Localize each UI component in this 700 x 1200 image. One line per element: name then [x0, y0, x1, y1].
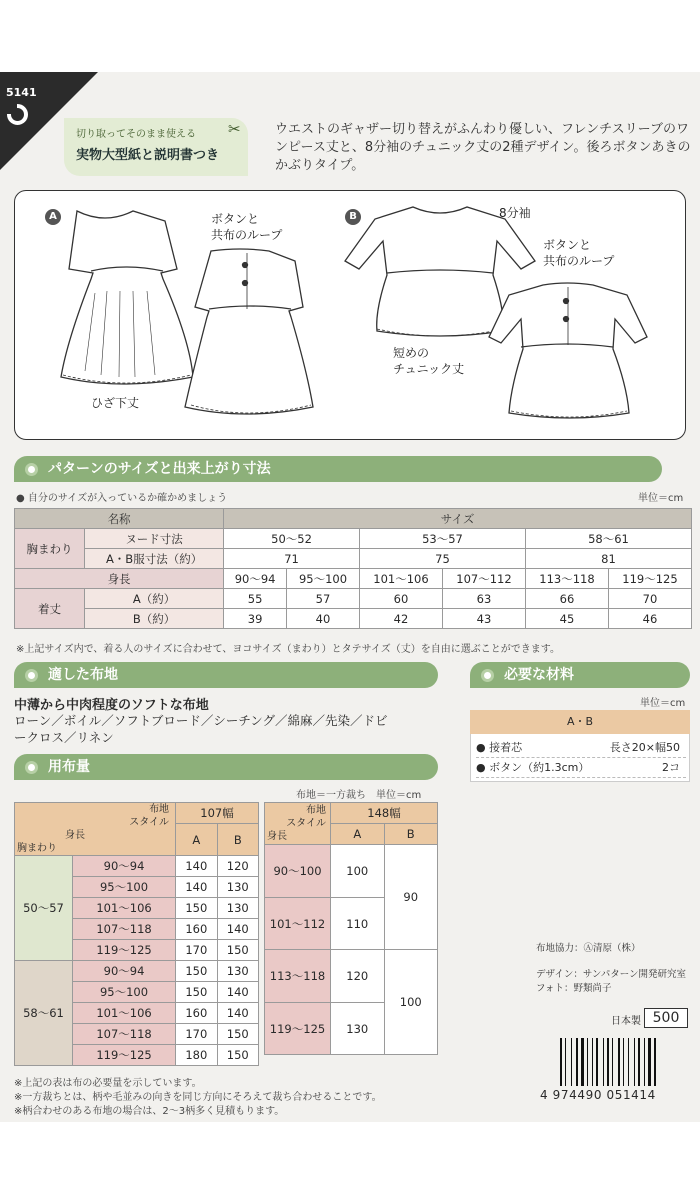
h-height: 身長	[65, 830, 85, 841]
len-b-value: 39	[224, 609, 287, 629]
barcode-bar	[603, 1038, 604, 1086]
yd-b: 130	[217, 961, 258, 982]
barcode-number: 4 974490 051414	[540, 1088, 656, 1102]
height-value: 107〜112	[442, 569, 525, 589]
design-credit: デザイン：サンパターン開発研究室	[536, 969, 687, 980]
barcode-bar	[638, 1038, 640, 1086]
yd-height: 107〜118	[73, 919, 176, 940]
yd-a: 170	[176, 940, 217, 961]
len-b-value: 40	[287, 609, 360, 629]
b-sleeve-callout: 8分袖	[499, 206, 531, 220]
height-value: 113〜118	[525, 569, 608, 589]
nude-value: 53〜57	[359, 529, 525, 549]
yd-b: 130	[217, 898, 258, 919]
h-style: スタイル	[129, 817, 170, 828]
fabric-list: ローン／ボイル／ソフトブロード／シーチング／綿麻／先染／ドビークロス／リネン	[14, 713, 388, 745]
a-button-loop-callout: ボタンと 共布のループ	[211, 212, 283, 242]
yd-a: 100	[331, 845, 385, 898]
material-amount: 2コ	[662, 761, 680, 774]
illustration-panel	[14, 190, 686, 440]
barcode	[560, 1038, 688, 1086]
section-fabric-title: 適した布地	[48, 667, 118, 683]
barcode-bar	[612, 1038, 613, 1086]
barcode-bar	[592, 1038, 593, 1086]
barcode-bar	[623, 1038, 624, 1086]
yd-a: 170	[176, 1024, 217, 1045]
finished-value: 71	[224, 549, 360, 569]
len-a-value: 55	[224, 589, 287, 609]
yd-b: 120	[217, 856, 258, 877]
yd-a: 150	[176, 961, 217, 982]
size-subnote-text: 自分のサイズが入っているか確かめましょう	[27, 493, 228, 504]
yd-a: 160	[176, 919, 217, 940]
ring-logo-icon	[7, 104, 28, 125]
finished-value: 81	[525, 549, 691, 569]
barcode-bar	[618, 1038, 620, 1086]
h-size: サイズ	[224, 509, 692, 529]
len-b-value: 42	[359, 609, 442, 629]
yd-height: 90〜94	[73, 961, 176, 982]
section-yardage-header	[14, 754, 438, 780]
description: ウエストのギャザー切り替えがふんわり優しい、フレンチスリーブのワンピース丈と、8分袖のチュニック丈の2種デザイン。後ろボタンあきのかぶりタイプ。	[275, 122, 691, 173]
barcode-bar	[644, 1038, 645, 1086]
yd-a: 120	[331, 950, 385, 1003]
yd-b: 140	[217, 982, 258, 1003]
photo-credit: フォト：野類尚子	[536, 983, 612, 994]
material-name: ボタン（約1.3cm）	[489, 761, 590, 774]
materials-col-header: A・B	[470, 710, 690, 734]
height-label: 身長	[15, 569, 224, 589]
materials-unit: 単位＝cm	[640, 698, 686, 709]
len-a-value: 63	[442, 589, 525, 609]
section-materials-title: 必要な材料	[504, 667, 574, 683]
yardage-note: 布地＝一方裁ち 単位＝cm	[296, 790, 422, 801]
chest-group: 50〜57	[15, 856, 73, 961]
b-button-loop-callout: ボタンと 共布のループ	[543, 238, 615, 268]
barcode-bar	[607, 1038, 609, 1086]
barcode-bar	[628, 1038, 629, 1086]
finished-label: A・B服寸法（約）	[85, 549, 224, 569]
pattern-code: 5141	[6, 86, 37, 99]
yd-a: 140	[176, 877, 217, 898]
len-a-value: 70	[608, 589, 691, 609]
len-a-value: 66	[525, 589, 608, 609]
barcode-bar	[560, 1038, 562, 1086]
yd-b: 140	[217, 919, 258, 940]
yd-b: 100	[384, 950, 438, 1055]
fabric-heading: 中薄から中肉程度のソフトな布地	[14, 698, 209, 713]
size-table	[14, 508, 692, 629]
barcode-bar	[648, 1038, 651, 1086]
width-107: 107幅	[176, 803, 259, 824]
yd-height: 101〜106	[73, 898, 176, 919]
nude-value: 50〜52	[224, 529, 360, 549]
yd-a: 150	[176, 982, 217, 1003]
nude-label: ヌード寸法	[85, 529, 224, 549]
barcode-bar	[571, 1038, 572, 1086]
h-fabric: 布地	[149, 804, 170, 815]
scissors-icon: ✂	[228, 120, 241, 138]
len-b-value: 45	[525, 609, 608, 629]
yd-a: 150	[176, 898, 217, 919]
b-length-callout: 短めの チュニック丈	[393, 346, 465, 376]
size-footnote: ※上記サイズ内で、着る人のサイズに合わせて、ヨコサイズ（まわり）とタテサイズ（丈）を自由に選ぶことができます。	[16, 644, 560, 655]
barcode-bar	[565, 1038, 566, 1086]
yd-a: 140	[176, 856, 217, 877]
yd-a: 180	[176, 1045, 217, 1066]
section-size-header	[14, 456, 662, 482]
yd-height: 101〜106	[73, 1003, 176, 1024]
yd-height: 101〜112	[265, 898, 331, 950]
yd-b: 150	[217, 940, 258, 961]
len-a-label: A（約）	[85, 589, 224, 609]
yd-height: 119〜125	[73, 940, 176, 961]
yd-height: 107〜118	[73, 1024, 176, 1045]
material-row: ● 接着芯 長さ20×幅50	[476, 738, 686, 758]
barcode-bar	[654, 1038, 656, 1086]
col-a: A	[176, 824, 217, 856]
h-height: 身長	[267, 831, 287, 842]
yd-height: 119〜125	[73, 1045, 176, 1066]
section-size-title: パターンのサイズと出来上がり寸法	[48, 461, 271, 477]
yd-height: 90〜94	[73, 856, 176, 877]
h-fabric: 布地	[306, 805, 326, 816]
barcode-bar	[587, 1038, 588, 1086]
yd-height: 119〜125	[265, 1003, 331, 1055]
yd-b: 150	[217, 1045, 258, 1066]
width-148: 148幅	[331, 803, 438, 824]
corner-header	[15, 803, 176, 856]
yardage-footnote: ※上記の表は布の必要量を示しています。	[14, 1078, 202, 1089]
len-a-value: 60	[359, 589, 442, 609]
promo-tag-line2: 実物大型紙と説明書つき	[76, 148, 220, 163]
height-value: 119〜125	[608, 569, 691, 589]
yd-height: 113〜118	[265, 950, 331, 1003]
yd-b: 90	[384, 845, 438, 950]
length-label: 着丈	[15, 589, 85, 629]
h-style: スタイル	[286, 818, 326, 829]
yd-b: 150	[217, 1024, 258, 1045]
len-b-label: B（約）	[85, 609, 224, 629]
material-name: 接着芯	[489, 741, 523, 754]
yd-a: 130	[331, 1003, 385, 1055]
barcode-bar	[581, 1038, 584, 1086]
dress-a-front	[61, 211, 193, 384]
corner-header	[265, 803, 331, 845]
col-b: B	[384, 824, 438, 845]
style-b-mark: B	[345, 209, 361, 225]
section-materials-header	[470, 662, 690, 688]
height-value: 95〜100	[287, 569, 360, 589]
len-b-value: 43	[442, 609, 525, 629]
yd-a: 160	[176, 1003, 217, 1024]
len-b-value: 46	[608, 609, 691, 629]
made-in: 日本製	[611, 1016, 641, 1027]
yardage-table-148	[264, 802, 438, 1055]
yardage-footnote: ※一方裁ちとは、柄や毛並みの向きを同じ方向にそろえて裁ち合わせることです。	[14, 1092, 382, 1103]
material-row: ● ボタン（約1.3cm） 2コ	[476, 758, 686, 778]
material-amount: 長さ20×幅50	[609, 741, 680, 754]
a-length-callout: ひざ下丈	[91, 396, 140, 410]
yardage-footnote: ※柄合わせのある布地の場合は、2〜3柄多く見積もります。	[14, 1106, 285, 1117]
chest-group: 58〜61	[15, 961, 73, 1066]
nude-value: 58〜61	[525, 529, 691, 549]
height-value: 101〜106	[359, 569, 442, 589]
len-a-value: 57	[287, 589, 360, 609]
dress-b-back	[489, 283, 647, 418]
price: 500	[644, 1008, 688, 1028]
yardage-table-107	[14, 802, 259, 1066]
size-unit: 単位＝cm	[638, 493, 684, 504]
barcode-bar	[634, 1038, 635, 1086]
yd-height: 90〜100	[265, 845, 331, 898]
section-fabric-header	[14, 662, 438, 688]
section-yardage-title: 用布量	[48, 759, 90, 775]
yd-height: 95〜100	[73, 982, 176, 1003]
yd-a: 110	[331, 898, 385, 950]
yd-b: 130	[217, 877, 258, 898]
barcode-bar	[576, 1038, 578, 1086]
height-value: 90〜94	[224, 569, 287, 589]
fabric-credit: 布地協力：Ⓐ清原（株）	[536, 943, 641, 954]
finished-value: 75	[359, 549, 525, 569]
style-a-mark: A	[45, 209, 61, 225]
h-chest: 胸まわり	[17, 843, 57, 854]
promo-tag-line1: 切り取ってそのまま使える	[76, 129, 196, 140]
chest-label: 胸まわり	[15, 529, 85, 569]
size-subnote: ● 自分のサイズが入っているか確かめましょう	[16, 493, 228, 504]
barcode-bar	[596, 1038, 598, 1086]
yd-b: 140	[217, 1003, 258, 1024]
col-b: B	[217, 824, 258, 856]
dress-a-back	[185, 249, 313, 414]
col-a: A	[331, 824, 385, 845]
yd-height: 95〜100	[73, 877, 176, 898]
h-name: 名称	[15, 509, 224, 529]
